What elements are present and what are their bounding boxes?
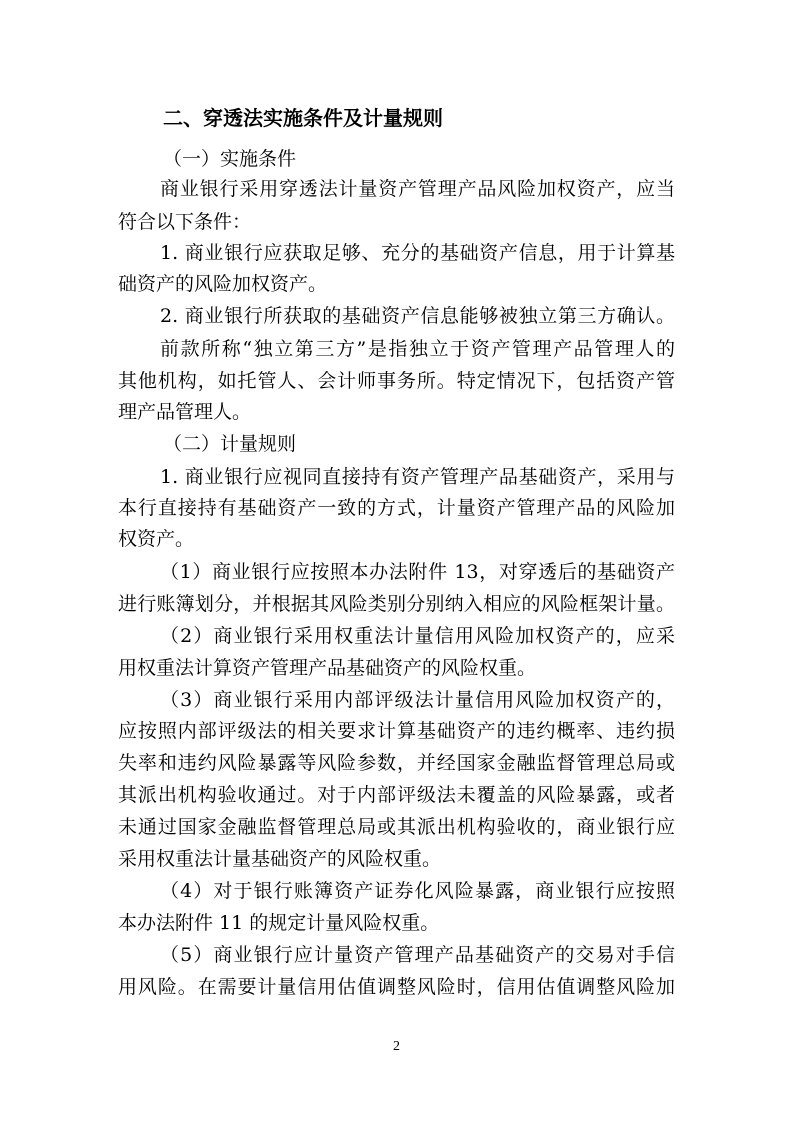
paragraph-line: 础资产的风险加权资产。 — [118, 273, 328, 295]
page-number: 2 — [393, 1039, 400, 1054]
paragraph-line: 其他机构，如托管人、会计师事务所。特定情况下，包括资产管 — [118, 370, 675, 392]
paragraph-line: （4）对于银行账簿资产证券化风险暴露，商业银行应按照 — [160, 880, 675, 902]
paragraph-line: 进行账簿划分，并根据其风险类别分别纳入相应的风险框架计量。 — [118, 593, 675, 615]
paragraph-line: 失率和违约风险暴露等风险参数，并经国家金融监督管理总局或 — [118, 752, 675, 774]
paragraph-line: 采用权重法计量基础资产的风险权重。 — [118, 848, 442, 870]
paragraph-line: 1. 商业银行应获取足够、充分的基础资产信息，用于计算基 — [160, 242, 675, 264]
paragraph-line: 应按照内部评级法的相关要求计算基础资产的违约概率、违约损 — [118, 720, 675, 742]
paragraph-line: 其派出机构验收通过。对于内部评级法未覆盖的风险暴露，或者 — [118, 784, 675, 806]
paragraph-line: 前款所称“独立第三方”是指独立于资产管理产品管理人的 — [160, 338, 675, 360]
paragraph-line: （1）商业银行应按照本办法附件 13，对穿透后的基础资产 — [160, 561, 675, 583]
paragraph-line: 1. 商业银行应视同直接持有资产管理产品基础资产，采用与 — [160, 466, 675, 488]
paragraph-line: （3）商业银行采用内部评级法计量信用风险加权资产的， — [160, 689, 675, 711]
paragraph-line: 2. 商业银行所获取的基础资产信息能够被独立第三方确认。 — [160, 305, 675, 327]
paragraph-line: 本行直接持有基础资产一致的方式，计量资产管理产品的风险加 — [118, 497, 675, 519]
paragraph-line: （5）商业银行应计量资产管理产品基础资产的交易对手信 — [160, 944, 675, 966]
section-title: 二、穿透法实施条件及计量规则 — [163, 106, 443, 130]
paragraph-line: 用权重法计算资产管理产品基础资产的风险权重。 — [118, 657, 537, 679]
paragraph-line: 本办法附件 11 的规定计量风险权重。 — [118, 912, 440, 934]
paragraph-line: （2）商业银行采用权重法计量信用风险加权资产的，应采 — [160, 625, 675, 647]
subsection-heading-conditions: （一）实施条件 — [163, 148, 297, 170]
paragraph-line: 理产品管理人。 — [118, 401, 252, 423]
paragraph-line: 用风险。在需要计量信用估值调整风险时，信用估值调整风险加 — [118, 976, 675, 998]
paragraph-line: 权资产。 — [118, 528, 195, 550]
paragraph-line: 商业银行采用穿透法计量资产管理产品风险加权资产，应当 — [160, 178, 675, 200]
subsection-heading-rules: （二）计量规则 — [163, 433, 297, 455]
paragraph-line: 未通过国家金融监督管理总局或其派出机构验收的，商业银行应 — [118, 816, 675, 838]
paragraph-line: 符合以下条件： — [118, 211, 252, 233]
